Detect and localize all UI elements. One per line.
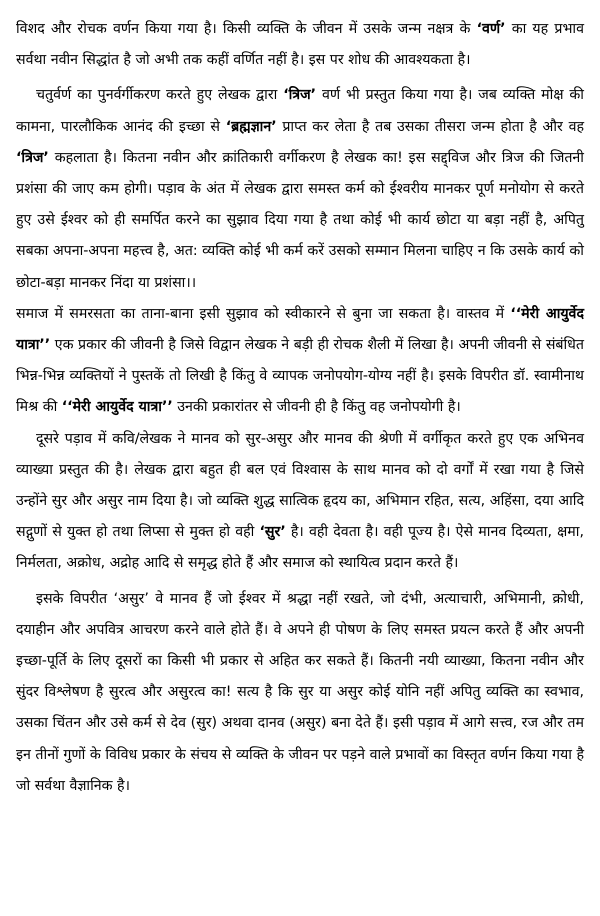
text-run: का यह प्रभाव सर्वथा नवीन सिद्धांत है जो अभी तक कहीं वर्णित नहीं है। इस पर शोध की आवश्यकता है।: [16, 21, 584, 69]
text-run: कहलाता है। कितना नवीन और क्रांतिकारी वर्गीकरण है लेखक का! इस सद्द्विज और त्रिज की जितनी प्रशंसा की जाए कम होगी। पड़ाव के अंत में लेखक द्वारा समस्त कर्म को ईश्वरीय मानकर पूर्ण मनोयोग से करते हुए उसे ईश्वर को ही समर्पित करने का सुझाव दिया गया है तथा कोई भी कार्य छोटा या बड़ा नहीं है, अपितु सबका अपना-अपना महत्त्व है, अत: व्यक्ति कोई भी कर्म करें उसको सम्मान मिलना चाहिए न कि उसके कार्य को छोटा-बड़ा मानकर निंदा या प्रशंसा।।: [16, 149, 584, 291]
text-run: इसके विपरीत ‘असुर’ वे मानव हैं जो ईश्वर में श्रद्धा नहीं रखते, जो दंभी, अत्याचारी, अभिमानी, क्रोधी, दयाहीन और अपवित्र आचरण करने वाले होते हैं। वे अपने ही पोषण के लिए समस्त प्रयत्न करते हैं और अपनी इच्छा-पूर्ति के लिए दूसरों का किसी भी प्रकार से अहित कर सकते हैं। कितनी नयी व्याख्या, कितना नवीन और सुंदर विश्लेषण है सुरत्व और असुरत्व का! सत्य है कि सुर या असुर कोई योनि नहीं अपितु व्यक्ति का स्वभाव, उसका चिंतन और उसे कर्म से देव (सुर) अथवा दानव (असुर) बना देते हैं। इसी पड़ाव में आगे सत्त्व, रज और तम इन तीनों गुणों के विविध प्रकार के संचय से व्यक्ति के जीवन पर पड़ने वाले प्रभावों का विस्तृत वर्णन किया गया है जो सर्वथा वैज्ञानिक है।: [16, 590, 584, 794]
bold-term: ‘त्रिज’: [16, 149, 49, 166]
bold-term: ‘त्रिज’: [283, 87, 317, 104]
text-run: उनकी प्रकारांतर से जीवनी ही है किंतु वह जनोपयोगी है।: [172, 399, 461, 416]
bold-book-title: ‘‘मेरी आयुर्वेद यात्रा’’: [61, 399, 173, 416]
text-run: विशद और रोचक वर्णन किया गया है। किसी व्यक्ति के जीवन में उसके जन्म नक्षत्र के: [16, 21, 477, 37]
paragraph-4: [16, 424, 584, 580]
text-run: एक प्रकार की जीवनी है जिसे विद्वान लेखक ने बड़ी ही रोचक शैली में लिखा है। अपनी जीवनी से संबंधित भिन्न-भिन्न व्यक्तियों ने पुस्तकें तो लिखी है किंतु वे व्यापक जनोपयोग-योग्य नहीं है। इसके विपरीत डॉ. स्वामीनाथ मिश्र की: [16, 337, 584, 416]
text-run: है। वही देवता है। वही पूज्य है। ऐसे मानव दिव्यता, क्षमा, निर्मलता, अक्रोध, अद्रोह आदि से समृद्ध होते हैं और समाज को स्थायित्व प्रदान करते हैं।: [16, 524, 584, 572]
text-run: चतुर्वर्ण का पुनर्वर्गीकरण करते हुए लेखक द्वारा: [36, 87, 284, 104]
text-run: दूसरे पड़ाव में कवि/लेखक ने मानव को सुर-असुर और मानव की श्रेणी में वर्गीकृत करते हुए एक अभिनव व्याख्या प्रस्तुत की है। लेखक द्वारा बहुत ही बल एवं विश्वास के साथ मानव को दो वर्गों में रखा गया है जिसे उन्होंने सुर और असुर नाम दिया है। जो व्यक्ति शुद्ध सात्विक हृदय का, अभिमान रहित, सत्य, अहिंसा, दया आदि सद्गुणों से युक्त हो तथा लिप्सा से मुक्त हो वही: [16, 430, 584, 541]
bold-term: ‘वर्ण’: [476, 21, 506, 37]
paragraph-5: [16, 584, 584, 802]
bold-term: ‘सुर’: [259, 524, 286, 541]
text-run: समाज में समरसता का ताना-बाना इसी सुझाव को स्वीकारने से बुना जा सकता है। वास्तव में: [16, 305, 511, 322]
bold-book-title: ‘‘मेरी आयुर्वेद यात्रा’’: [16, 305, 584, 354]
paragraph-1: [16, 14, 584, 76]
paragraph-2: [16, 80, 584, 298]
bold-term: ‘ब्रह्मज्ञान’: [225, 118, 277, 135]
paragraph-3: [16, 299, 584, 424]
text-run: प्राप्त कर लेता है तब उसका तीसरा जन्म होता है और वह: [276, 118, 584, 135]
text-run: वर्ण भी प्रस्तुत किया गया है। जब व्यक्ति मोक्ष की कामना, पारलौकिक आनंद की इच्छा से: [16, 87, 584, 135]
